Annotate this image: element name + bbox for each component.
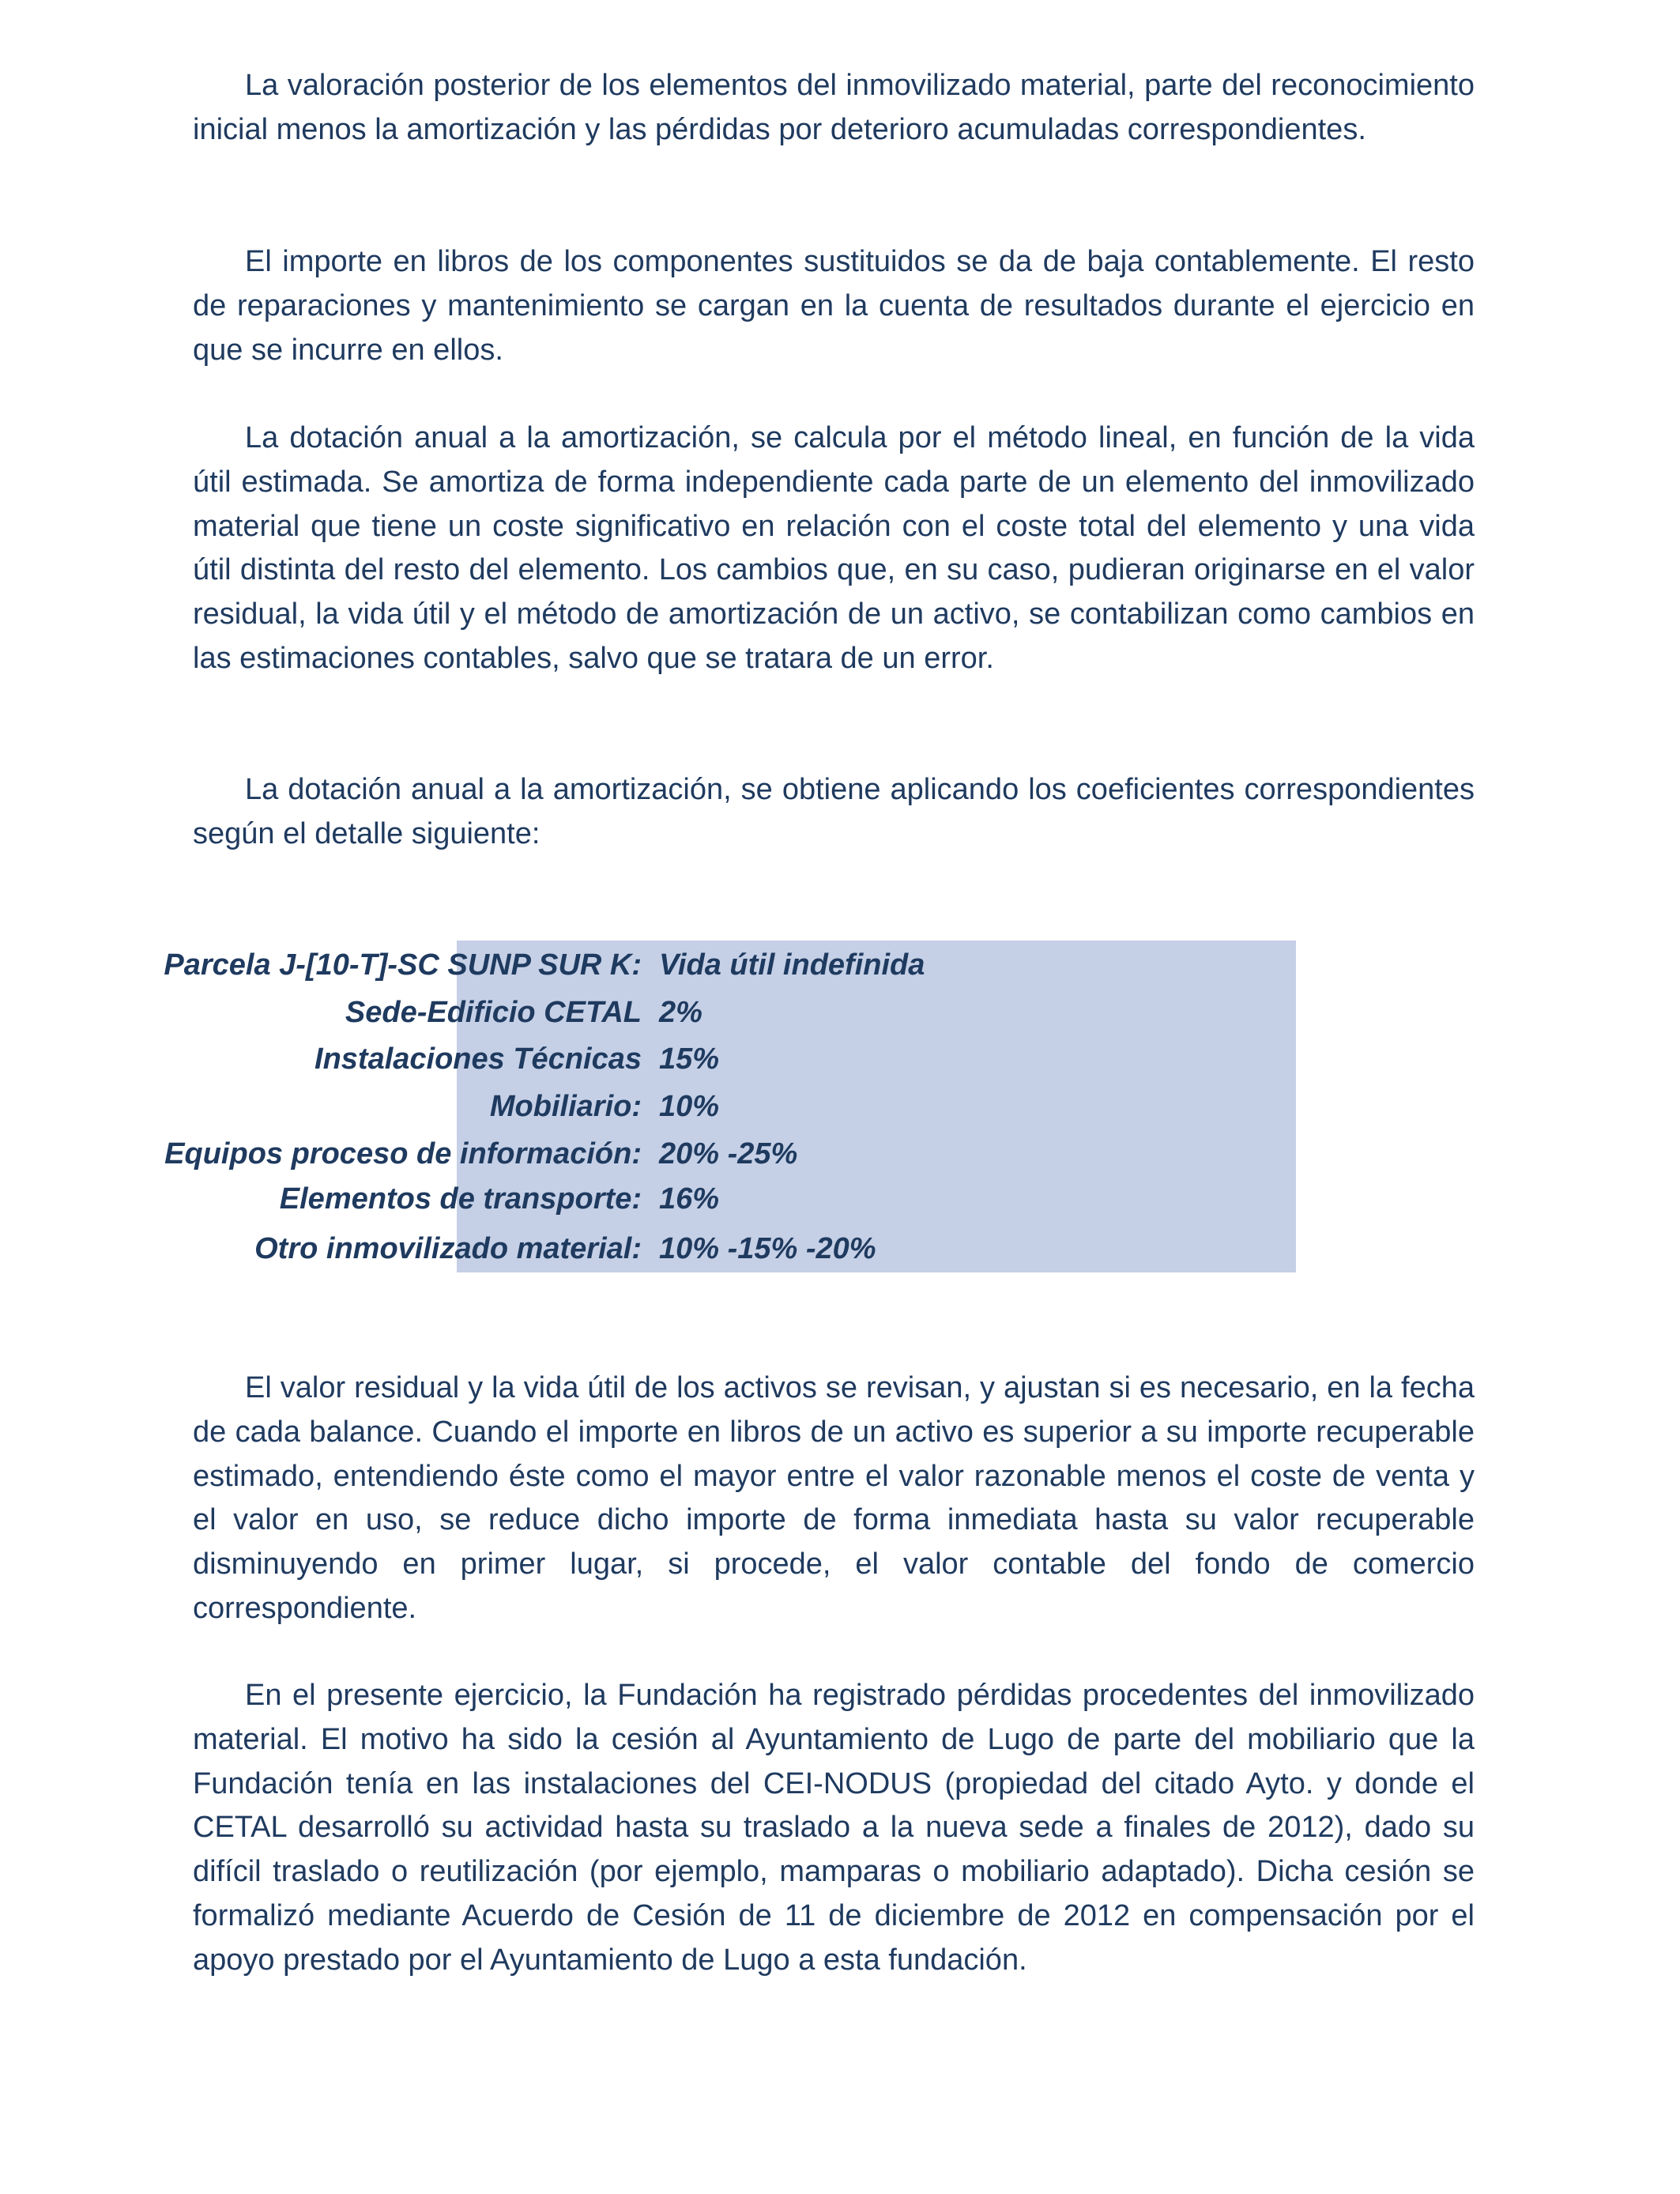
asset-label: Mobiliario: <box>489 1090 642 1123</box>
table-row <box>164 1131 1296 1177</box>
table-row <box>345 990 1296 1035</box>
paragraph-perdidas-cesion: En el presente ejercicio, la Fundación ha registrado pérdidas procedentes del inmovilizado material. El motivo ha sido la cesión al Ayuntamiento de Lugo de parte del mobiliario que la Fundación tenía en las instalaciones del CEI-NODUS (propiedad del citado Ayto. y donde el CETAL desarrolló su actividad hasta su traslado a la nueva sede a finales de 2012), dado su difícil traslado o reutilización (por ejemplo, mamparas o mobiliario adaptado). Dicha cesión se formalizó mediante Acuerdo de Cesión de 11 de diciembre de 2012 en compensación por el apoyo prestado por el Ayuntamiento de Lugo a esta fundación. <box>193 1679 1475 1977</box>
table-row <box>279 1176 1296 1222</box>
asset-label: Elementos de transporte: <box>279 1182 642 1216</box>
rate-value: 16% <box>659 1182 720 1216</box>
table-row <box>254 1226 1296 1272</box>
rate-value: 10% <box>659 1090 720 1123</box>
asset-label: Otro inmovilizado material: <box>254 1232 642 1265</box>
paragraph-dotacion-coeficientes: La dotación anual a la amortización, se obtiene aplicando los coeficientes correspondientes según el detalle siguiente: <box>193 773 1475 850</box>
asset-label: Sede-Edificio CETAL <box>345 996 642 1029</box>
rate-value: 15% <box>659 1042 720 1076</box>
asset-label: Instalaciones Técnicas <box>315 1042 642 1076</box>
amortization-rates-table <box>164 941 1296 1272</box>
rate-value: 2% <box>659 996 703 1029</box>
paragraph-valoracion-posterior: La valoración posterior de los elementos del inmovilizado material, parte del reconocimiento inicial menos la amortización y las pérdidas por deterioro acumuladas correspondientes. <box>193 69 1475 146</box>
asset-label: Equipos proceso de información: <box>164 1137 642 1171</box>
paragraph-dotacion-metodo-lineal: La dotación anual a la amortización, se calcula por el método lineal, en función de la vida útil estimada. Se amortiza de forma independiente cada parte de un elemento del inmovilizado material que tiene un coste significativo en relación con el coste total del elemento y una vida útil distinta del resto del elemento. Los cambios que, en su caso, pudieran originarse en el valor residual, la vida útil y el método de amortización de un activo, se contabilizan como cambios en las estimaciones contables, salvo que se tratara de un error. <box>193 421 1475 675</box>
table-row <box>315 1036 1296 1082</box>
table-row <box>457 1084 1296 1129</box>
paragraph-importe-libros: El importe en libros de los componentes sustituidos se da de baja contablemente. El resto de reparaciones y mantenimiento se cargan en la cuenta de resultados durante el ejercicio en que se incurre en ellos. <box>193 245 1475 367</box>
rate-value: Vida útil indefinida <box>659 948 925 982</box>
paragraph-valor-residual: El valor residual y la vida útil de los activos se revisan, y ajustan si es necesario, en la fecha de cada balance. Cuando el importe en libros de un activo es superior a su importe recuperable estimado, entendiendo éste como el mayor entre el valor razonable menos el coste de venta y el valor en uso, se reduce dicho importe de forma inmediata hasta su valor recuperable disminuyendo en primer lugar, si procede, el valor contable del fondo de comercio correspondiente. <box>193 1371 1475 1625</box>
rate-value: 10% -15% -20% <box>659 1232 876 1265</box>
table-row <box>164 942 1296 988</box>
asset-label: Parcela J-[10-T]-SC SUNP SUR K: <box>164 948 642 982</box>
rate-value: 20% -25% <box>659 1137 798 1171</box>
